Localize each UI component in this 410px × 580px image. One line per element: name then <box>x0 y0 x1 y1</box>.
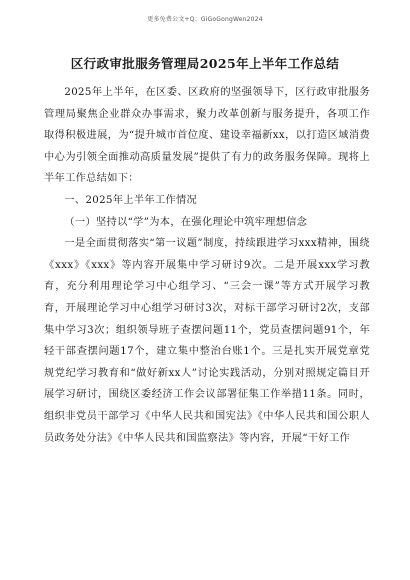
section-heading: 一、2025年上半年工作情况 <box>64 194 198 206</box>
body-paragraph: 一是全面贯彻落实“第一议题”制度，持续跟进学习xxx精神，围绕《xxx》《xxx》等内容开展集中学习研讨9次。二是开展xxx学习教育，充分利用理论学习中心组学习、“三会一课”等方式开展学习教育，开展理论学习中心组学习研讨3次，对标干部学习研讨2次，支部集中学习3次；组织领导班子查摆问题11个，党员查摆问题91个，年轻干部查摆问题17个，建立集中整治台账1个。三是扎实开展党章党规党纪学习教育和“做好新xx人”讨论实践活动，分别对照规定篇目开展学习研讨，围绕区委经济工作会议部署征集工作举措11条。同时，组织非党员干部学习《中华人民共和国宪法》《中华人民共和国公职人员政务处分法》《中华人民共和国监察法》等内容，开展“干好工作 <box>44 238 370 444</box>
header-watermark: 更多免费公文+Q：GiGoGongWen2024 <box>147 16 263 23</box>
document-body <box>44 82 370 449</box>
subsection-heading: （一）坚持以“学”为本，在强化理论中筑牢理想信念 <box>64 216 308 228</box>
intro-paragraph: 2025年上半年，在区委、区政府的坚强领导下，区行政审批服务管理局聚焦企业群众办事需求，聚力改革创新与服务提升，各项工作取得积极进展，为“提升城市首位度、建设幸福新xx，以打造区域消费中心为引领全面推动高质量发展”提供了有力的政务服务保障。现将上半年工作总结如下： <box>44 87 370 185</box>
document-title: 区行政审批服务管理局2025年上半年工作总结 <box>70 56 340 71</box>
